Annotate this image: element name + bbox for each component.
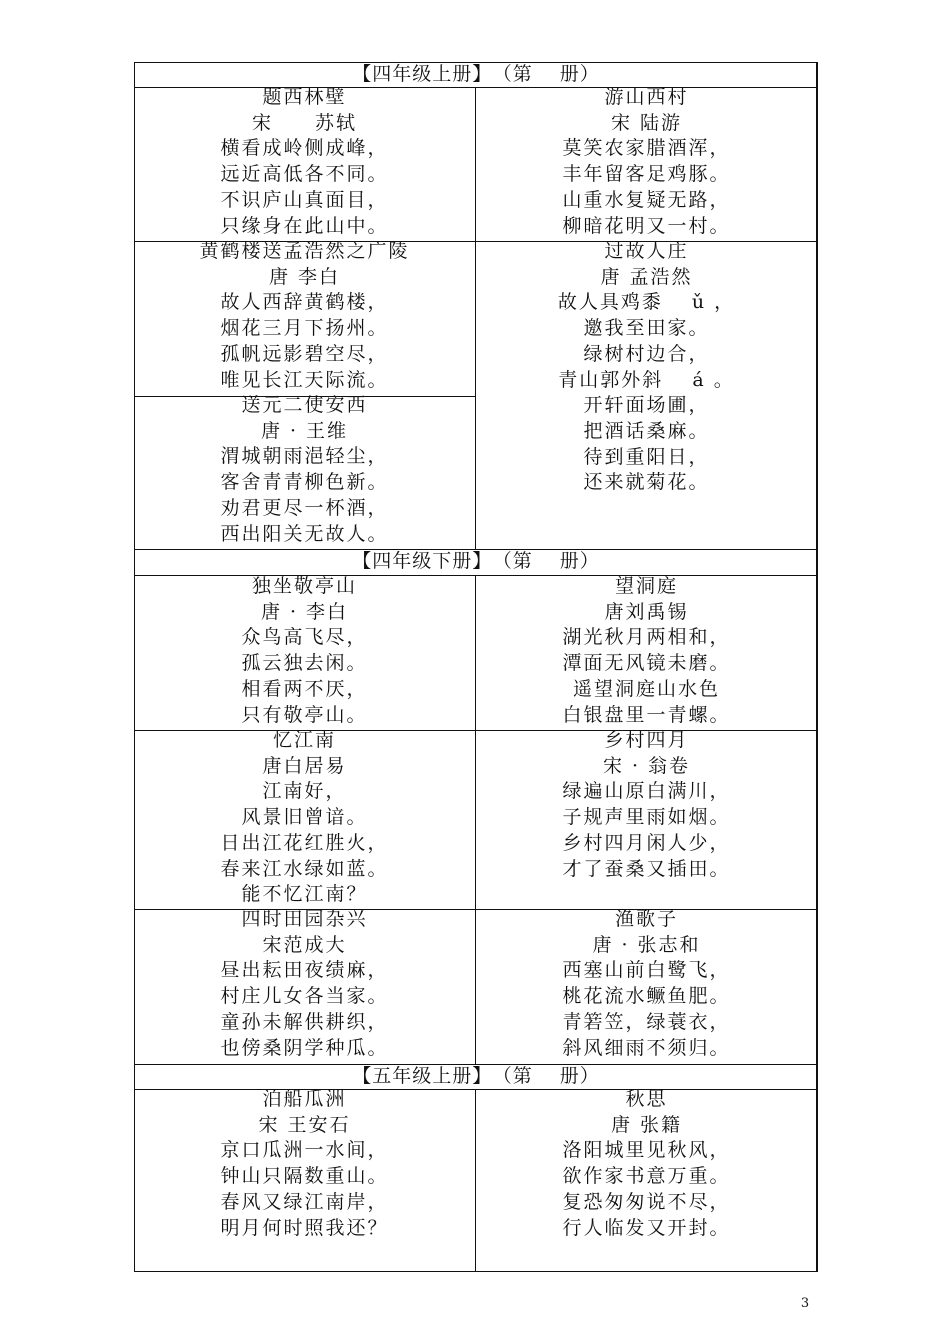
poem-line: 渭城朝雨浥轻尘， [220,445,389,468]
poem-line: 还来就菊花。 [583,471,710,494]
poem-line: 开轩面场圃， [583,394,710,417]
poem-line: 欲作家书意万重。 [562,1165,731,1188]
poem-line: 西出阳关无故人。 [220,522,389,545]
poem-line: 劝君更尽一杯酒， [220,496,389,519]
poem-line: 乡村四月闲人少， [562,831,731,854]
poem-line: 斜风细雨不须归。 [562,1036,731,1059]
poem-line: 明月何时照我还？ [220,1216,389,1239]
poem-line: 远近高低各不同。 [220,163,389,186]
poem-line: 村庄儿女各当家。 [220,985,389,1008]
poem-line: 遥望洞庭山水色 [572,677,720,700]
poem-cell [134,574,475,728]
poem-title: 独坐敬亭山 [251,575,357,597]
poem-line: 绿树村边合， [583,342,710,365]
poem-line: 童孙未解供耕织， [220,1010,389,1033]
poem-line: 昼出耘田夜绩麻， [220,959,389,982]
poem-title: 秋思 [625,1088,668,1110]
poem-line: 故人具鸡黍 ǔ ， [557,291,736,314]
page-number: 3 [800,1296,810,1311]
poem-title: 四时田园杂兴 [241,908,368,930]
poem-author: 宋 苏轼 [251,111,357,134]
poem-title: 过故人庄 [604,240,689,262]
poem-line: 莫笑农家腊酒浑， [562,137,731,160]
poem-line: 钟山只隔数重山。 [220,1165,389,1188]
poem-line: 西塞山前白鹭飞， [562,959,731,982]
poem-cell [134,728,475,908]
section-header [134,62,818,86]
poem-line: 唯见长江天际流。 [220,368,389,391]
poem-cell [475,1087,818,1241]
poem-title: 黄鹤楼送孟浩然之广陵 [199,240,410,262]
poem-cell [134,1087,475,1241]
poem-cell [134,239,475,393]
poem-line: 风景旧曾谙。 [241,806,368,829]
poem-line: 复恐匆匆说不尽， [562,1190,731,1213]
poem-line: 不识庐山真面目， [220,188,389,211]
poem-line: 孤云独去闲。 [241,652,368,675]
poem-line: 桃花流水鳜鱼肥。 [562,985,731,1008]
poem-line: 待到重阳日， [583,445,710,468]
poem-line: 只缘身在此山中。 [220,214,389,237]
section-volume: （第 册） [502,550,600,572]
section-volume: （第 册） [502,63,600,85]
poem-author: 唐 · 李白 [260,600,349,623]
poem-line: 众鸟高飞尽， [241,626,368,649]
poem-title: 望洞庭 [614,575,678,597]
section-title: 【四年级上册】 [352,63,493,85]
poem-author: 宋 · 翁卷 [602,754,691,777]
poem-title: 渔歌子 [614,908,678,930]
poem-cell [475,574,818,728]
poem-line: 客舍青青柳色新。 [220,471,389,494]
poem-line: 潭面无风镜未磨。 [562,652,731,675]
poem-cell [475,85,818,239]
poem-author: 宋范成大 [262,933,347,956]
poem-cell [134,85,475,239]
poem-line: 把酒话桑麻。 [583,419,710,442]
poem-line: 行人临发又开封。 [562,1216,731,1239]
section-volume: （第 册） [502,1065,600,1087]
poem-line: 只有敬亭山。 [241,703,368,726]
poem-cell [134,907,475,1061]
poem-title: 题西林壁 [262,86,347,108]
poem-line: 绿遍山原白满川， [562,780,731,803]
poem-author: 唐白居易 [262,754,347,777]
poem-line: 烟花三月下扬州。 [220,317,389,340]
section-title: 【五年级上册】 [352,1065,493,1087]
poem-line: 相看两不厌， [241,677,368,700]
poem-line: 丰年留客足鸡豚。 [562,163,731,186]
section-title: 【四年级下册】 [352,550,493,572]
poem-line: 湖光秋月两相和， [562,626,731,649]
poem-author: 唐 李白 [268,265,341,288]
poem-cell [475,728,818,882]
poem-title: 游山西村 [604,86,689,108]
poem-line: 横看成岭侧成峰， [220,137,389,160]
poem-line: 柳暗花明又一村。 [562,214,731,237]
section-header [134,549,818,573]
poem-author: 唐 孟浩然 [600,265,693,288]
poem-line: 青山郭外斜 á 。 [558,368,735,391]
poem-author: 宋 陆游 [610,111,683,134]
poem-line: 子规声里雨如烟。 [562,806,731,829]
poem-title: 送元二使安西 [241,394,368,416]
poem-line: 能不忆江南？ [241,883,368,906]
poem-author: 唐 · 张志和 [592,933,701,956]
poem-line: 江南好， [262,780,347,803]
poem-title: 乡村四月 [604,729,689,751]
poem-line: 白银盘里一青螺。 [562,703,731,726]
poem-cell [134,393,475,547]
poem-line: 青箬笠，绿蓑衣， [562,1010,731,1033]
poem-author: 唐 张籍 [610,1113,683,1136]
poem-line: 春风又绿江南岸， [220,1190,389,1213]
poem-title: 泊船瓜洲 [262,1088,347,1110]
poem-line: 才了蚕桑又插田。 [562,857,731,880]
poem-cell [475,907,818,1061]
poem-author: 唐 · 王维 [260,419,349,442]
poem-title: 忆江南 [272,729,336,751]
poem-line: 孤帆远影碧空尽， [220,342,389,365]
poem-line: 山重水复疑无路， [562,188,731,211]
poem-line: 京口瓜洲一水间， [220,1139,389,1162]
section-header [134,1064,818,1088]
poem-line: 日出江花红胜火， [220,831,389,854]
poem-line: 邀我至田家。 [583,317,710,340]
poem-line: 故人西辞黄鹤楼， [220,291,389,314]
poem-line: 也傍桑阴学种瓜。 [220,1036,389,1059]
poem-line: 春来江水绿如蓝。 [220,857,389,880]
poem-author: 宋 王安石 [258,1113,351,1136]
poem-author: 唐刘禹锡 [604,600,689,623]
poem-cell [475,239,818,496]
poem-line: 洛阳城里见秋风， [562,1139,731,1162]
